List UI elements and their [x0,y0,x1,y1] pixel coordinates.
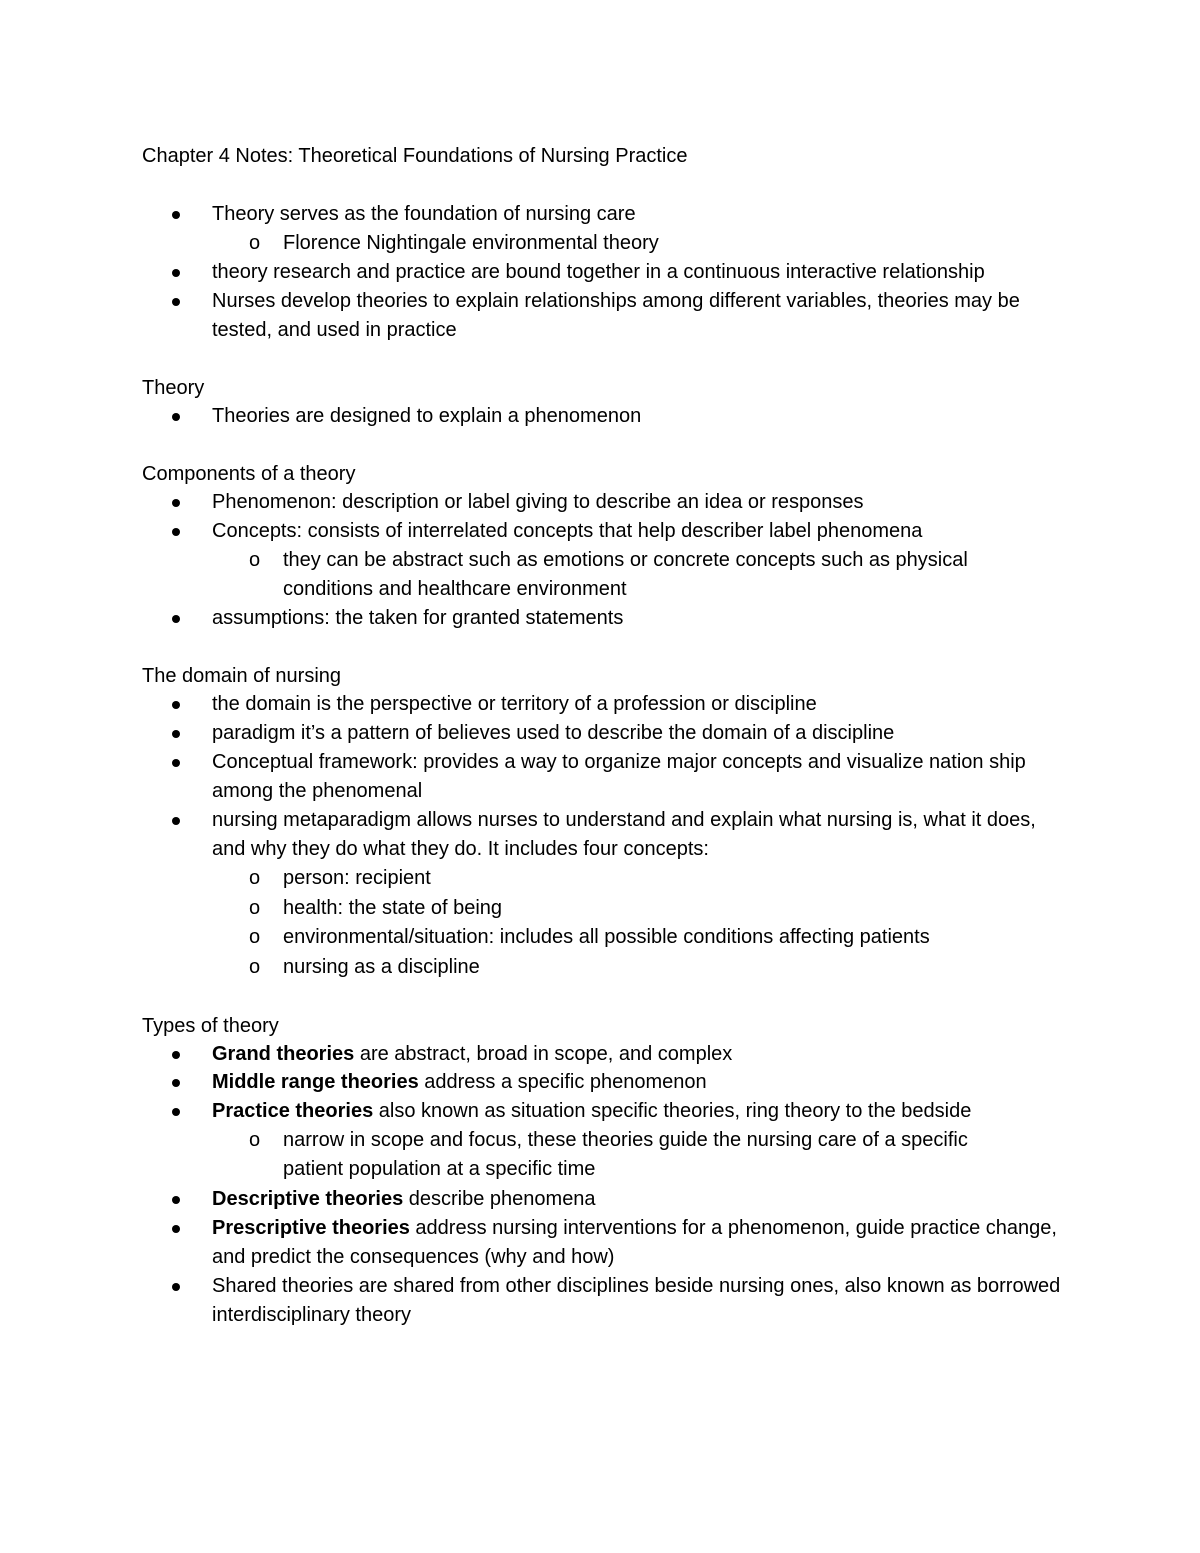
list-subitem: o nursing as a discipline [283,953,1063,982]
list-subitem: o person: recipient [283,864,1063,893]
list-subitem: o narrow in scope and focus, these theories guide the nursing care of a specific patient population at a specific time [283,1126,1033,1184]
list-item: theory research and practice are bound together in a continuous interactive relationship [212,258,1072,287]
list-item: Grand theories are abstract, broad in scope, and complex [212,1040,1072,1069]
circle-bullet-icon: o [249,956,261,978]
circle-bullet-icon: o [249,867,261,889]
circle-bullet-icon: o [249,549,261,571]
circle-bullet-icon: o [249,926,261,948]
bullet-icon [172,1040,184,1069]
list-item: Theory serves as the foundation of nursing care [212,200,1072,229]
list-item: Shared theories are shared from other disciplines beside nursing ones, also known as borrowed interdisciplinary theory [212,1272,1072,1330]
bullet-icon [172,604,184,633]
list-item: Phenomenon: description or label giving to describe an idea or responses [212,488,1072,517]
bullet-icon [172,488,184,517]
list-item: assumptions: the taken for granted statements [212,604,1072,633]
list-item: the domain is the perspective or territory of a profession or discipline [212,690,1072,719]
section-heading-domain: The domain of nursing [142,665,342,687]
circle-bullet-icon: o [249,232,261,254]
list-item: Practice theories also known as situation specific theories, ring theory to the bedside [212,1097,1072,1126]
bullet-icon [172,258,184,287]
list-item: Descriptive theories describe phenomena [212,1185,1072,1214]
section-heading-components: Components of a theory [142,463,356,485]
list-subitem: o environmental/situation: includes all possible conditions affecting patients [283,923,1063,952]
circle-bullet-icon: o [249,897,261,919]
section-heading-types: Types of theory [142,1015,279,1037]
bullet-icon [172,1272,184,1301]
bullet-icon [172,517,184,546]
bullet-icon [172,1185,184,1214]
bullet-icon [172,1097,184,1126]
list-subitem: o they can be abstract such as emotions or concrete concepts such as physical conditions and healthcare environment [283,546,1023,604]
circle-bullet-icon: o [249,1129,261,1151]
list-item: Conceptual framework: provides a way to organize major concepts and visualize nation ship among the phenomenal [212,748,1072,806]
section-heading-theory: Theory [142,377,205,399]
list-item: Prescriptive theories address nursing interventions for a phenomenon, guide practice change, and predict the consequences (why and how) [212,1214,1072,1272]
bullet-icon [172,806,184,835]
bullet-icon [172,719,184,748]
bullet-icon [172,1068,184,1097]
bullet-icon [172,402,184,431]
list-subitem: o health: the state of being [283,894,1063,923]
bullet-icon [172,1214,184,1243]
list-item: paradigm it’s a pattern of believes used to describe the domain of a discipline [212,719,1072,748]
page-title: Chapter 4 Notes: Theoretical Foundations of Nursing Practice [142,145,688,167]
bullet-icon [172,748,184,777]
list-subitem: o Florence Nightingale environmental theory [283,229,1063,258]
bullet-icon [172,200,184,229]
list-item: Concepts: consists of interrelated concepts that help describer label phenomena [212,517,1072,546]
list-item: nursing metaparadigm allows nurses to understand and explain what nursing is, what it does, and why they do what they do. It includes four concepts: [212,806,1072,864]
list-item: Theories are designed to explain a phenomenon [212,402,1072,431]
bullet-icon [172,287,184,316]
list-item: Middle range theories address a specific phenomenon [212,1068,1072,1097]
list-item: Nurses develop theories to explain relationships among different variables, theories may be tested, and used in practice [212,287,1072,345]
bullet-icon [172,690,184,719]
